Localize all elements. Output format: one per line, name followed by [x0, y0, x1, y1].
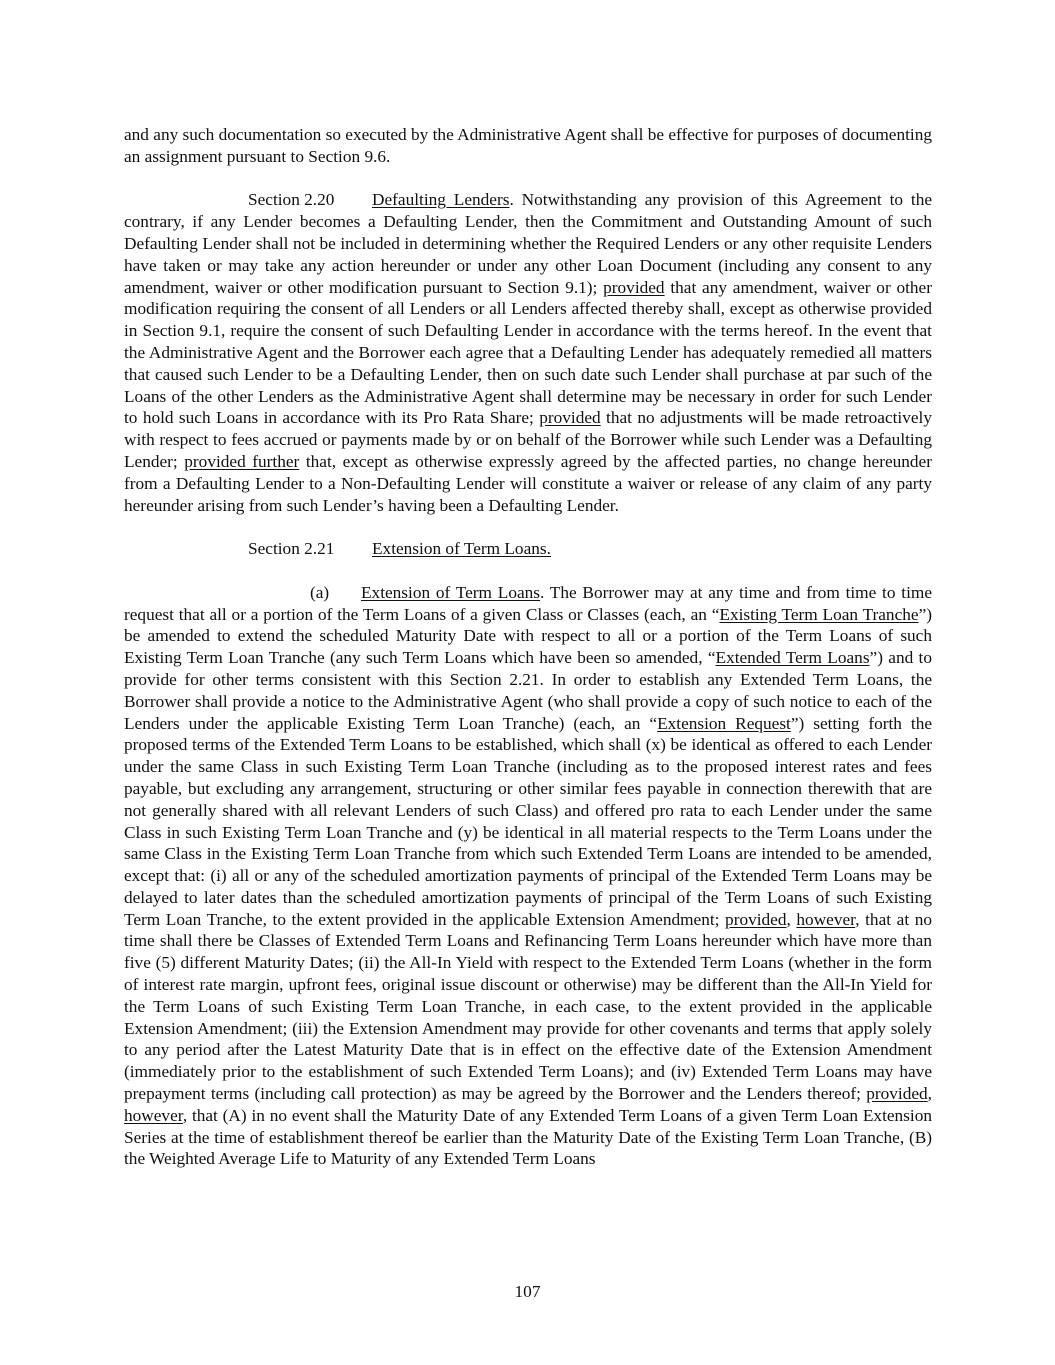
- paragraph-text: ”) and to provide for other terms consistent with this Section 2.21. In order to establish any Extended Term Loans, the Borrower shall provide a notice to the Administrative Agent (who shall provide a copy of such notice to each of the Lenders under the applicable Existing Term Loan Tranche) (each, an “: [124, 648, 932, 733]
- section-heading: Extension of Term Loans.: [372, 539, 551, 559]
- underlined-term: provided: [539, 408, 601, 428]
- section-2-21: [124, 538, 932, 560]
- underlined-term: provided: [866, 1084, 928, 1104]
- underlined-term: however: [124, 1105, 183, 1125]
- paragraph-text: , that at no time shall there be Classes of Extended Term Loans and Refinancing Term Loans hereunder which have more than five (5) different Maturity Dates; (ii) the All-In Yield with respect to the Extended Term Loans (whether in the form of interest rate margin, upfront fees, original issue discount or otherwise) may be different than the All-In Yield for the Term Loans of such Existing Term Loan Tranche, in each case, to the extent provided in the applicable Extension Amendment; (iii) the Extension Amendment may provide for other covenants and terms that apply solely to any period after the Latest Maturity Date that is in effect on the effective date of the Extension Amendment (immediately prior to the establishment of such Extended Term Loans); and (iv) Extended Term Loans may have prepayment terms (including call protection) as may be agreed by the Borrower and the Lenders thereof;: [124, 909, 932, 1104]
- paragraph-a: [124, 582, 932, 1171]
- paragraph-text: ,: [927, 1084, 932, 1104]
- paragraph-heading: Extension of Term Loans: [361, 582, 540, 602]
- underlined-term: provided further: [184, 451, 300, 471]
- defined-term: Existing Term Loan Tranche: [719, 604, 919, 624]
- section-text: that, except as otherwise expressly agreed by the affected parties, no change hereunder from a Defaulting Lender to a Non-Defaulting Lender will constitute a waiver or release of any claim of any party hereunder arising from such Lender’s having been a Defaulting Lender.: [124, 451, 932, 515]
- paragraph-text: . The Borrower may at any time and from time to time request that all or a portion of the Term Loans of a given Class or Classes (each, an “: [124, 582, 932, 624]
- underlined-term: provided: [603, 277, 665, 297]
- paragraph-number: (a): [310, 582, 330, 602]
- paragraph-text: , that (A) in no event shall the Maturity Date of any Extended Term Loans of a given Term Loan Extension Series at the time of establishment thereof be earlier than the Maturity Date of the Existing Term Loan Tranche, (B) the Weighted Average Life to Maturity of any Extended Term Loans: [124, 1105, 932, 1169]
- document-body: [124, 124, 932, 1170]
- underlined-term: provided: [725, 909, 787, 929]
- section-text: that no adjustments will be made retroactively with respect to fees accrued or payments made by or on behalf of the Borrower while such Lender was a Defaulting Lender;: [124, 408, 932, 471]
- section-2-20: [124, 189, 932, 516]
- defined-term: Extended Term Loans: [715, 648, 870, 668]
- defined-term: Extension Request: [657, 713, 791, 733]
- paragraph-text: ”) be amended to extend the scheduled Maturity Date with respect to all or a portion of the Term Loans of such Existing Term Loan Tranche (any such Term Loans which have been so amended, “: [124, 604, 932, 668]
- section-number: Section 2.20: [248, 190, 335, 210]
- section-text: that any amendment, waiver or other modification requiring the consent of all Lenders or all Lenders affected thereby shall, except as otherwise provided in Section 9.1, require the consent of such Defaulting Lender in accordance with the terms hereof. In the event that the Administrative Agent and the Borrower each agree that a Defaulting Lender has adequately remedied all matters that caused such Lender to be a Defaulting Lender, then on such date such Lender shall purchase at par such of the Loans of the other Lenders as the Administrative Agent shall determine may be necessary in order for such Lender to hold such Loans in accordance with its Pro Rata Share;: [124, 277, 932, 428]
- paragraph-text: ”) setting forth the proposed terms of the Extended Term Loans to be established, which shall (x) be identical as offered to each Lender under the same Class in such Existing Term Loan Tranche (including as to the proposed interest rates and fees payable, but excluding any arrangement, structuring or other similar fees payable in connection therewith that are not generally shared with all relevant Lenders of such Class) and offered pro rata to each Lender under the same Class in such Existing Term Loan Tranche and (y) be identical in all material respects to the Term Loans under the same Class in the Existing Term Loan Tranche from which such Extended Term Loans are intended to be amended, except that: (i) all or any of the scheduled amortization payments of principal of the Extended Term Loans may be delayed to later dates than the scheduled amortization payments of principal of the Term Loans of such Existing Term Loan Tranche, to the extent provided in the applicable Extension Amendment;: [124, 713, 933, 929]
- underlined-term: however: [796, 909, 856, 929]
- paragraph-text: and any such documentation so executed by the Administrative Agent shall be effective for purposes of documenting an assignment pursuant to Section 9.6.: [124, 125, 932, 166]
- section-text: . Notwithstanding any provision of this Agreement to the contrary, if any Lender becomes a Defaulting Lender, then the Commitment and Outstanding Amount of such Defaulting Lender shall not be included in determining whether the Required Lenders or any other requisite Lenders have taken or may take any action hereunder or under any other Loan Document (including any consent to any amendment, waiver or other modification pursuant to Section 9.1);: [124, 190, 932, 297]
- section-heading: Defaulting Lenders: [372, 190, 510, 210]
- section-number: Section 2.21: [248, 539, 335, 559]
- paragraph-continuation: [124, 124, 932, 168]
- paragraph-text: ,: [786, 909, 797, 929]
- page-number: 107: [514, 1282, 541, 1301]
